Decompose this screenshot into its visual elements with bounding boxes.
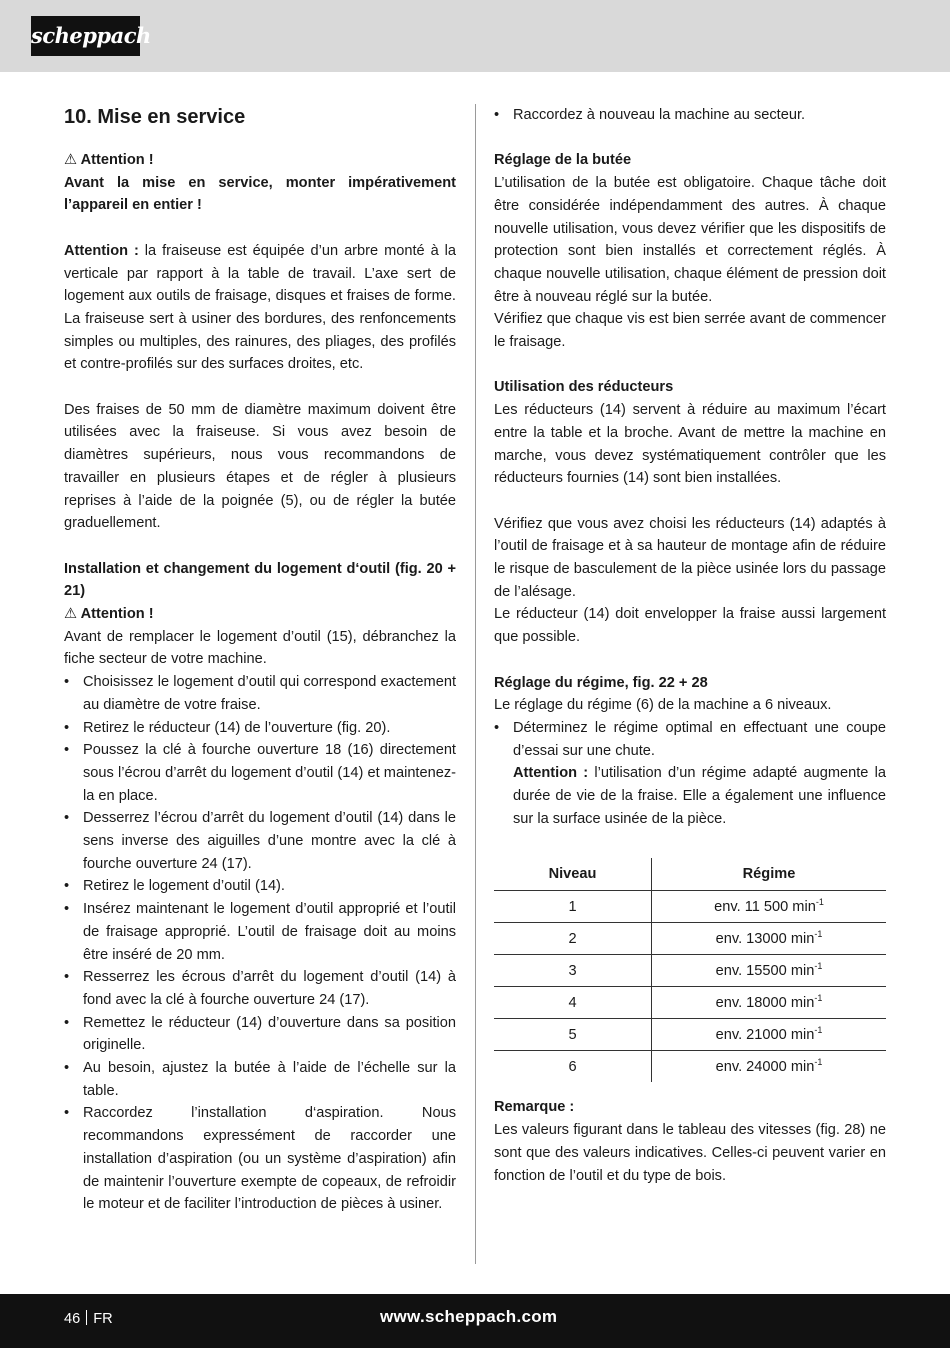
website-url: www.scheppach.com xyxy=(380,1307,558,1326)
speed-table xyxy=(494,858,886,1082)
list-item: • Desserrez l’écrou d’arrêt du logement d’outil (14) dans le sens inverse des aiguilles d’une montre avec la clé à fourche ouverture 24 (17). xyxy=(64,807,456,875)
butee-text: L’utilisation de la butée est obligatoire. Chaque tâche doit être considérée indépendamment des autres. À chaque nouvelle utilisation, vous devez vérifier que les dispositifs de protection sont bien installés et correctement réglés. À chaque nouvelle utilisation, chaque élément de pression doit être à nouveau réglé sur la butée. xyxy=(494,175,886,305)
list-item: • Raccordez à nouveau la machine au secteur. xyxy=(494,104,886,127)
list-item: • Retirez le réducteur (14) de l’ouverture (fig. 20). xyxy=(64,717,456,740)
table-row: 4 env. 18000 $\min^{-1}$ xyxy=(494,987,886,1019)
attention-text: Avant la mise en service, monter impérativement l’appareil en entier ! xyxy=(64,174,456,214)
reducteurs-text-3: Le réducteur (14) doit envelopper la fraise aussi largement que possible. xyxy=(494,606,886,646)
warning-icon: ⚠ xyxy=(64,606,78,623)
intro-paragraph: Attention : la fraiseuse est équipée d’un arbre monté à la verticale par rapport à la table de travail. L’axe sert de logement aux outils de fraisage, disques et fraises de forme. La fraiseuse sert à usiner des bordures, des renfoncements simples ou multiples, des rainures, des pliages, des profilés et contre-profilés sur des surfaces droites, etc. xyxy=(64,242,457,373)
regime-heading: Réglage du régime, fig. 22 + 28 xyxy=(494,674,708,691)
install-heading: Installation et changement du logement d‘outil (fig. 20 + 21) xyxy=(64,560,456,600)
section-title: 10. Mise en service xyxy=(64,106,246,128)
remarque-heading: Remarque : xyxy=(494,1099,575,1116)
list-item: • Resserrez les écrous d’arrêt du logement d’outil (14) à fond avec la clé à fourche ouverture 24 (17). xyxy=(64,966,456,1011)
regime-intro: Le réglage du régime (6) de la machine a 6 niveaux. xyxy=(494,697,832,714)
list-item: • Déterminez le régime optimal en effectuant une coupe d’essai sur une chute. Attention : l’utilisation d’un régime adapté augmente la durée de vie de la fraise. Elle a également une influence sur la surface usinée de la pièce. xyxy=(494,717,886,831)
warning-icon: ⚠ xyxy=(64,152,78,168)
list-item: • Au besoin, ajustez la butée à l’aide de l’échelle sur la table. xyxy=(64,1057,456,1102)
list-item: • Choisissez le logement d’outil qui correspond exactement au diamètre de votre fraise. xyxy=(64,671,456,716)
list-item: • Remettez le réducteur (14) d’ouverture dans sa position originelle. xyxy=(64,1012,456,1057)
reducteurs-heading: Utilisation des réducteurs xyxy=(494,379,674,396)
table-row: 3 env. 15500 $\min^{-1}$ xyxy=(494,955,886,987)
page-number: 46 FR xyxy=(64,1311,113,1327)
diameter-paragraph: Des fraises de 50 mm de diamètre maximum doivent être utilisées avec la fraiseuse. Si vous avez besoin de diamètres supérieurs, nous vous recommandons de travailler en plusieurs étapes et de régler à plusieurs reprises à l’aide de la poignée (5), ou de régler la butée graduellement. xyxy=(64,401,456,532)
list-item: • Retirez le logement d’outil (14). xyxy=(64,875,456,898)
attention-heading: ⚠ Attention ! xyxy=(64,152,154,168)
table-header-niveau: Niveau xyxy=(494,858,652,891)
install-intro: Avant de remplacer le logement d’outil (15), débranchez la fiche secteur de votre machine. xyxy=(64,628,456,668)
column-divider xyxy=(475,104,476,1264)
table-row: 1 env. 11 500 $\min^{-1}$ xyxy=(494,891,886,923)
list-item: • Insérez maintenant le logement d’outil approprié et l’outil de fraisage approprié. L’outil de fraisage doit au moins être inséré de 20 mm. xyxy=(64,898,456,966)
page-footer xyxy=(0,1294,950,1348)
list-item: • Raccordez l’installation d‘aspiration. Nous recommandons expressément de raccorder une installation d’aspiration (ou un système d’aspiration) afin de maintenir l’ouverture exempte de copeaux, de refroidir le moteur et de faciliter l’introduction de pièces à usiner. xyxy=(64,1102,456,1216)
list-item: • Poussez la clé à fourche ouverture 18 (16) directement sous l’écrou d’arrêt du logement d’outil (14) et maintenez-la en place. xyxy=(64,739,456,807)
table-row: 6 env. 24000 $\min^{-1}$ xyxy=(494,1051,886,1083)
reducteurs-text-2: Vérifiez que vous avez choisi les réducteurs (14) adaptés à l’outil de fraisage et à sa hauteur de montage afin de réduire le risque de basculement de la pièce usinée lors du passage de l’alésage. xyxy=(494,515,886,600)
table-header-regime: Régime xyxy=(652,858,887,891)
right-column xyxy=(494,104,886,1187)
top-header-bar xyxy=(0,0,950,72)
table-row: 5 env. 21000 $\min^{-1}$ xyxy=(494,1019,886,1051)
install-steps-list xyxy=(64,671,456,1216)
reconnect-list xyxy=(494,104,886,127)
reducteurs-text: Les réducteurs (14) servent à réduire au maximum l’écart entre la table et la broche. Avant de mettre la machine en marche, vous devez systématiquement contrôler que les réducteurs fournies (14) sont bien installées. xyxy=(494,402,886,487)
attention-heading-2: ⚠ Attention ! xyxy=(64,606,154,623)
regime-list xyxy=(494,717,886,831)
left-column xyxy=(64,104,456,1216)
butee-heading: Réglage de la butée xyxy=(494,152,632,169)
scheppach-logo: scheppach xyxy=(31,16,140,56)
table-row: 2 env. 13000 $\min^{-1}$ xyxy=(494,923,886,955)
remarque-text: Les valeurs figurant dans le tableau des vitesses (fig. 28) ne sont que des valeurs indicatives. Celles-ci peuvent varier en fonction de l’outil et du type de bois. xyxy=(494,1122,886,1184)
butee-text-2: Vérifiez que chaque vis est bien serrée avant de commencer le fraisage. xyxy=(494,311,886,351)
